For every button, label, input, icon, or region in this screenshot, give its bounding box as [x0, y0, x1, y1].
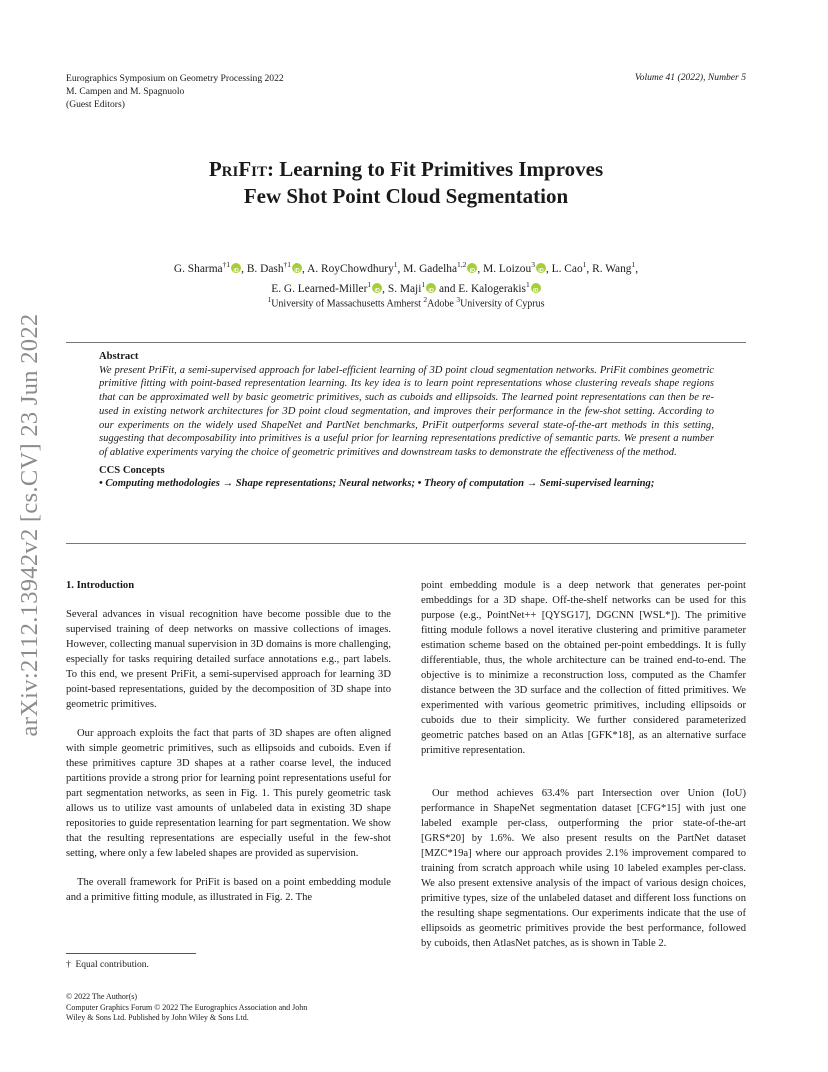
title-line-1: : Learning to Fit Primitives Improves [267, 157, 604, 181]
ccs-heading: CCS Concepts [99, 464, 165, 476]
section-heading: 1. Introduction [66, 580, 135, 591]
orcid-icon[interactable] [372, 283, 382, 293]
paragraph: point embedding module is a deep network that generates per-point embeddings for a 3D shape. Off-the-shelf networks can be used for this purpose (e.g., PointNet++ [QYSG17], DGCNN [WSL*]). The primitive fitting module follows a novel iterative clustering and primitive parameter estimation scheme based on the obtained per-point embeddings. It is fully differentiable, thus, the whole architecture can be trained end-to-end. The objective is to minimize a reconstruction loss, computed as the Chamfer distance between the 3D surface and the collection of fitted primitives. We experimented with various geometric primitives, including ellipsoids or cuboids due to their simplicity. We further considered parameterized geometric patches based on an Atlas [GFK*18], as an alternative surface primitive representation. [421, 580, 746, 756]
orcid-icon[interactable] [292, 263, 302, 273]
footnote-divider [66, 953, 196, 954]
orcid-icon[interactable] [426, 283, 436, 293]
paragraph: Our approach exploits the fact that parts of 3D shapes are often aligned with simple geometric primitives, such as ellipsoids and cuboids. Even if these primitives capture 3D shapes at a rather coarse level, the induced partitions provide a strong prior for learning point representations useful for part segmentation networks, as seen in Fig. 1. This purely geometric task allows us to utilize vast amounts of unlabeled data in existing 3D shape repositories to guide representation learning for part segmentation. We show that the resulting representations are especially useful in the few-shot setting, where only a few labeled shapes are provided as supervision. [66, 728, 391, 859]
volume-info: Volume 41 (2022), Number 5 [634, 72, 746, 83]
paragraph: Several advances in visual recognition have become possible due to the supervised training of deep networks on massive collections of images. However, collecting manual supervision in 3D domains is more challenging, especially for tasks requiring detailed surface annotations e.g., part labels. To this end, we present PriFit, a semi-supervised approach for learning 3D point-based representations, guided by the decomposition of 3D shape into geometric primitives. [66, 609, 391, 710]
method-name: PriFit [208, 157, 267, 181]
author[interactable]: E. Kalogerakis$^1$iD [458, 283, 540, 295]
arxiv-id: arXiv:2112.13942v2 [cs.CV] 23 Jun 2022 [16, 313, 43, 737]
author[interactable]: B. Dash$^{\dagger 1}$iD [247, 263, 302, 275]
divider [66, 543, 746, 544]
author: A. RoyChowdhury$^1$ [307, 260, 398, 275]
paragraph: Our method achieves 63.4% part Intersection over Union (IoU) performance in ShapeNet segmentation dataset [CFG*15] with just one labeled example per-class, outperforming the prior state-of-the-art [GRS*20] by 1.6%. We also present results on the PartNet dataset [MZC*19a] where our approach provides 2.1% improvement compared to training from scratch approach while using 10 labeled examples per-class. We also present extensive analysis of the impact of various design choices, primitive types, size of the unlabeled dataset and different loss functions on the resulting shape segmentations. Our experiments indicate that the use of ellipsoids as geometric primitives provide the best performance, followed by cuboids, then AtlasNet patches, as is shown in Table 2. [421, 788, 746, 949]
divider [66, 342, 746, 343]
abstract-text: We present PriFit, a semi-supervised approach for label-efficient learning of 3D point cloud segmentation networks. PriFit combines geometric primitive fitting with point-based representation learning. Its key idea is to learn point representations whose clustering reveals shape regions that can be approximated well by basic geometric primitives, such as cuboids and ellipsoids. The learned point representations can then be re-used in existing network architectures for 3D point cloud segmentation, and improves their performance in the few-shot setting. According to our experiments on the widely used ShapeNet and PartNet benchmarks, PriFit outperforms several state-of-the-art methods in this setting, suggesting that decomposability into primitives is a useful prior for learning representations predictive of semantic parts. We present a number of ablative experiments varying the choice of geometric primitives and downstream tasks to demonstrate the effectiveness of the method. [99, 364, 714, 458]
left-column [66, 578, 391, 905]
author[interactable]: S. Maji$^1$iD [388, 283, 436, 295]
orcid-icon[interactable] [231, 263, 241, 273]
editors: M. Campen and M. Spagnuolo [66, 86, 185, 98]
author[interactable]: M. Loizou$^3$iD [483, 263, 546, 275]
right-column [421, 578, 746, 951]
abstract-heading: Abstract [99, 351, 139, 362]
running-header [66, 72, 284, 112]
editors-role: (Guest Editors) [66, 99, 125, 111]
ccs-text: • Computing methodologies → Shape representations; Neural networks; • Theory of computation → Semi-supervised learning; [99, 478, 655, 490]
orcid-icon[interactable] [536, 263, 546, 273]
author-list: G. Sharma$^{\dagger 1}$iD , B. Dash$^{\dagger 1}$iD , A. RoyChowdhury$^1$, M. Gadelha$^{1,2}$iD , M. Loizou$^3$iD , L. Cao$^1$, R. Wang$^1$, E. G. Learned-Miller$^1$iD , S. Maji$^1$iD and E. Kalogerakis$^1$iD [66, 257, 746, 298]
arxiv-stamp [10, 290, 50, 760]
footnote-text: Equal contribution. [75, 960, 149, 970]
author[interactable]: G. Sharma$^{\dagger 1}$iD [174, 263, 241, 275]
paper-title [66, 156, 746, 210]
footnote [66, 960, 149, 970]
orcid-icon[interactable] [531, 283, 541, 293]
orcid-icon[interactable] [467, 263, 477, 273]
abstract-section [99, 350, 714, 491]
copyright-notice: © 2022 The Author(s) Computer Graphics Forum © 2022 The Eurographics Association and John Wiley & Sons Ltd. Published by John Wiley & Sons Ltd. [66, 992, 308, 1022]
affiliations: $^1$University of Massachusetts Amherst $^2$Adobe $^3$University of Cyprus [267, 295, 545, 310]
author: R. Wang$^1$ [592, 260, 636, 275]
conference-name: Eurographics Symposium on Geometry Processing 2022 [66, 73, 284, 84]
author[interactable]: E. G. Learned-Miller$^1$iD [271, 283, 382, 295]
author: L. Cao$^1$ [551, 260, 587, 275]
author[interactable]: M. Gadelha$^{1,2}$iD [403, 263, 477, 275]
title-line-2: Few Shot Point Cloud Segmentation [243, 184, 569, 208]
paragraph: The overall framework for PriFit is based on a point embedding module and a primitive fitting module, as illustrated in Fig. 2. The [66, 877, 391, 903]
footnote-mark: † [66, 960, 71, 970]
